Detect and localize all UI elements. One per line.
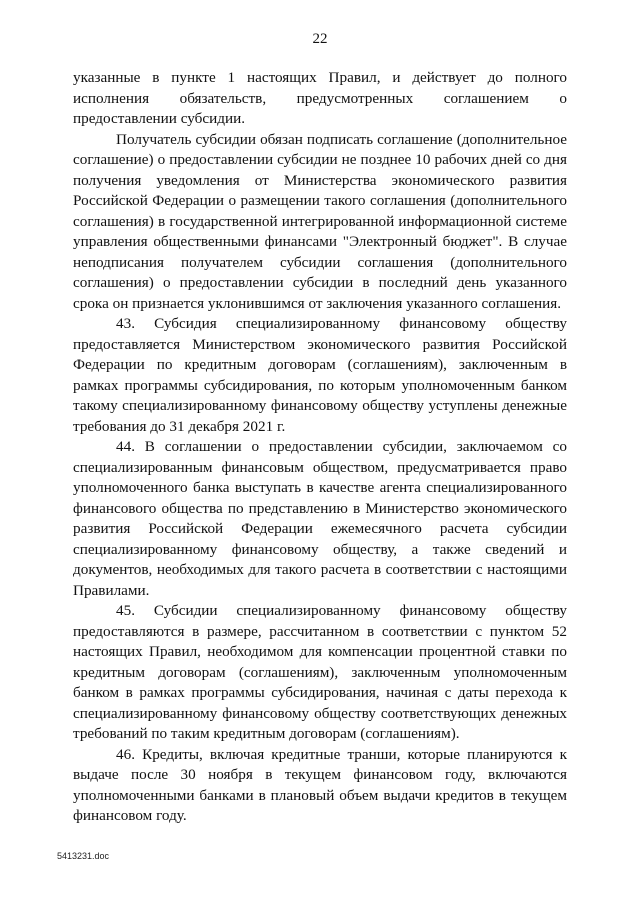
paragraph-item-46: 46. Кредиты, включая кредитные транши, которые планируются к выдаче после 30 ноября в текущем финансовом году, включаются уполномоченными банками в плановый объем выдачи кредитов в текущем финансовом году. [73, 745, 567, 824]
paragraph-item-44: 44. В соглашении о предоставлении субсидии, заключаемом со специализированным финансовым обществом, предусматривается право уполномоченного банка выступать в качестве агента специализированного финансового общества по представлению в Министерство экономического развития Российской Федерации ежемесячного расчета субсидии специализированному финансовому обществу, а также сведений и документов, необходимых для такого расчета в соответствии с настоящими Правилами. [73, 438, 567, 599]
paragraph-item-45: 45. Субсидии специализированному финансовому обществу предоставляются в размере, рассчитанном в соответствии с пунктом 52 настоящих Правил, необходимом для компенсации процентной ставки по кредитным договорам (соглашениям), заключенным уполномоченным банком в рамках программы субсидирования, начиная с даты перехода к специализированному финансовому обществу соответствующих денежных требований по таким кредитным договорам (соглашениям). [73, 602, 567, 742]
paragraph-item-43: 43. Субсидия специализированному финансовому обществу предоставляется Министерством экономического развития Российской Федерации по кредитным договорам (соглашениям), заключенным в рамках программы субсидирования, по которым уполномоченным банком такому специализированному финансовому обществу уступлены денежные требования до 31 декабря 2021 г. [73, 315, 567, 435]
document-body [73, 68, 567, 827]
document-code: 5413231.doc [57, 851, 110, 861]
paragraph-signing-obligation: Получатель субсидии обязан подписать соглашение (дополнительное соглашение) о предоставлении субсидии не позднее 10 рабочих дней со дня получения уведомления от Министерства экономического развития Российской Федерации о размещении такого соглашения (дополнительного соглашения) в государственной интегрированной информационной системе управления общественными финансами "Электронный бюджет". В случае неподписания получателем субсидии соглашения (дополнительного соглашения) о предоставлении субсидии в последний день указанного срока он признается уклонившимся от заключения указанного соглашения. [73, 130, 567, 312]
paragraph-continuation: указанные в пункте 1 настоящих Правил, и действует до полного исполнения обязательств, предусмотренных соглашением о предоставлении субсидии. [73, 69, 567, 127]
page-number: 22 [312, 31, 328, 47]
